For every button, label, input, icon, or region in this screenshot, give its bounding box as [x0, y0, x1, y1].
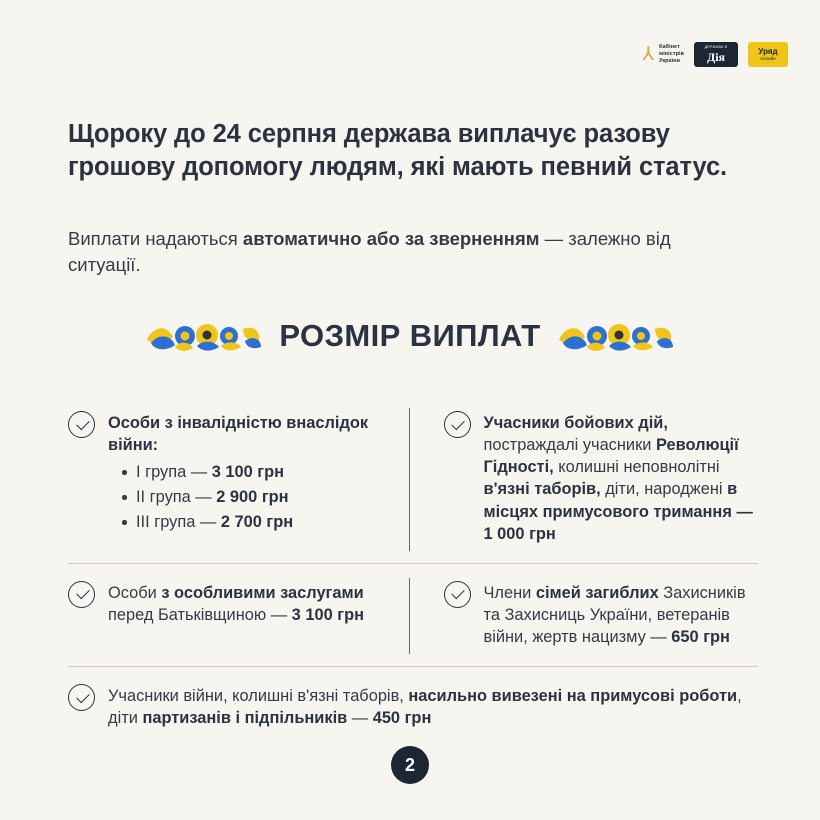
check-circle-icon — [68, 684, 95, 711]
group-label: I група — — [136, 463, 212, 482]
brand-logo-bar — [643, 42, 789, 67]
payment-text: Члени сімей загиблих Захисників та Захисниць України, ветеранів війни, жертв нацизму — 650 грн — [483, 583, 746, 647]
payment-text: Учасники бойових дій, постраждалі учасники Революції Гідності, колишні неповнолітні в'язні таборів, діти, народжені в місцях примусового тримання — 1 000 грн — [483, 414, 753, 543]
diia-wordmark: Дія — [706, 49, 726, 64]
table-row — [68, 394, 758, 563]
disability-groups-list — [120, 460, 383, 535]
payment-title: Особи з інвалідністю внаслідок війни: — [108, 414, 369, 455]
payment-text: Особи з особливими заслугами перед Батьківщиною — 3 100 грн — [108, 583, 364, 624]
table-row — [68, 564, 758, 666]
payments-table — [68, 394, 758, 748]
payment-text — [108, 410, 383, 545]
group-amount: 2 900 грн — [216, 488, 289, 507]
cabinet-of-ministers-label — [659, 44, 684, 65]
payment-item-disability-war — [68, 394, 409, 563]
page-title: Щороку до 24 серпня держава виплачує разову грошову допомогу людям, які мають певний статус. — [68, 120, 728, 181]
payment-item-war-participants — [68, 667, 758, 747]
kmu-line-1: Кабінет — [659, 44, 680, 51]
section-title: РОЗМІР ВИПЛАТ — [279, 318, 541, 353]
group-label: III група — — [136, 513, 221, 532]
check-circle-icon — [68, 581, 95, 608]
list-item — [120, 510, 383, 535]
column-divider — [409, 408, 410, 551]
subtitle-emphasis: автоматично або за зверненням — [242, 228, 540, 249]
kmu-line-3: України — [659, 57, 681, 64]
check-circle-icon — [444, 581, 471, 608]
payment-text: Учасники війни, колишні в'язні таборів, насильно вивезені на примусові роботи, діти партизанів і підпільників — 450 грн — [108, 687, 742, 728]
table-row — [68, 667, 758, 747]
trident-icon: ⅄ — [642, 44, 655, 65]
subtitle-part-2: — залежно від ситуації. — [68, 228, 671, 276]
group-amount: 3 100 грн — [211, 463, 285, 482]
check-circle-icon — [68, 411, 95, 438]
cabinet-of-ministers-logo — [643, 44, 685, 65]
floral-ornament-icon-right — [557, 319, 675, 353]
group-label: II група — — [136, 488, 217, 507]
payment-item-families-of-fallen — [410, 564, 759, 666]
subtitle — [68, 226, 728, 279]
section-header — [68, 318, 752, 354]
payment-item-combatants — [410, 394, 759, 563]
page-number-badge: 2 — [391, 746, 429, 784]
floral-ornament-icon-left — [145, 319, 263, 353]
column-divider — [409, 578, 410, 654]
government-online-logo — [748, 42, 788, 67]
payment-item-special-merits — [68, 564, 409, 666]
gov-wordmark: Уряд — [758, 46, 778, 56]
check-circle-icon — [444, 411, 471, 438]
subtitle-part-1: Виплати надаються — [68, 228, 243, 249]
kmu-line-2: міністрів — [659, 51, 684, 58]
list-item — [120, 460, 383, 485]
group-amount: 2 700 грн — [220, 513, 294, 532]
list-item — [120, 485, 383, 510]
diia-tagline: ДЕРЖАВА В — [704, 45, 728, 50]
diia-logo — [694, 42, 738, 67]
gov-subtitle: онлайн — [760, 55, 776, 61]
